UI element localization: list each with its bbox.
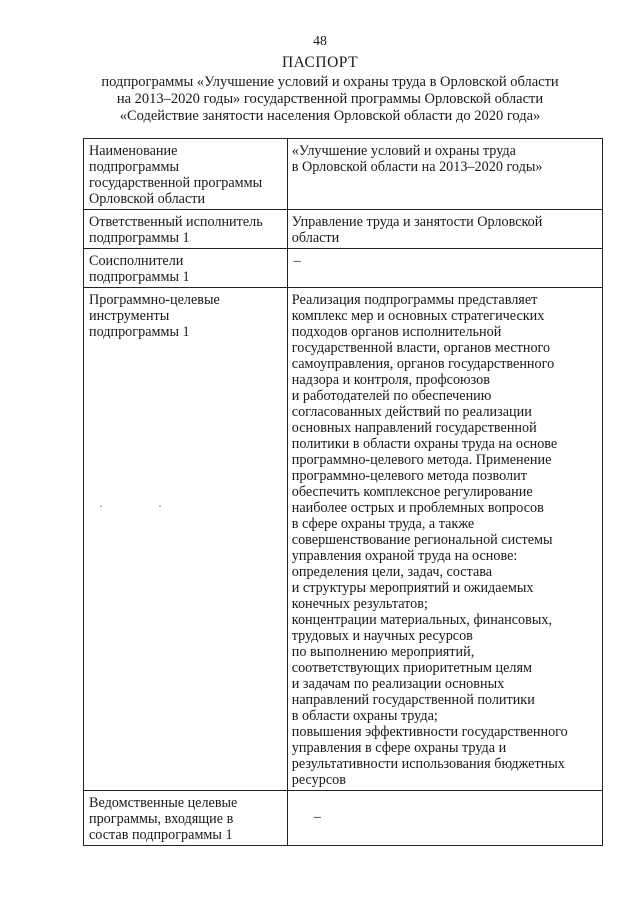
row-value-cell bbox=[287, 288, 602, 791]
label-line: Соисполнители bbox=[89, 253, 184, 269]
row-label-cell bbox=[84, 249, 288, 288]
row-value-cell bbox=[287, 791, 602, 846]
value-line: по выполнению мероприятий, bbox=[291, 644, 475, 660]
value-line: политики в области охраны труда на основе bbox=[291, 436, 558, 452]
row-label-cell bbox=[84, 139, 288, 210]
value-line: надзора и контроля, профсоюзов bbox=[291, 372, 490, 388]
row-label-cell bbox=[84, 210, 288, 249]
value-line: управления охраной труда на основе: bbox=[291, 548, 518, 564]
value-line: в сфере охраны труда, а также bbox=[291, 516, 475, 532]
value-line: в Орловской области на 2013–2020 годы» bbox=[291, 159, 543, 175]
value-line: управления в сфере охраны труда и bbox=[291, 740, 507, 756]
value-line: самоуправления, органов государственного bbox=[291, 356, 555, 372]
page-number: 48 bbox=[313, 34, 327, 49]
label-line: программы, входящие в bbox=[89, 811, 234, 827]
value-line: и структуры мероприятий и ожидаемых bbox=[291, 580, 534, 596]
value-line: Управление труда и занятости Орловской bbox=[291, 214, 543, 230]
label-line: государственной программы bbox=[89, 175, 263, 191]
passport-table bbox=[83, 138, 603, 846]
value-line: концентрации материальных, финансовых, bbox=[291, 612, 553, 628]
value-line: направлений государственной политики bbox=[291, 692, 535, 708]
document-subtitle bbox=[70, 74, 590, 125]
value-line: в области охраны труда; bbox=[291, 708, 438, 724]
value-line: – bbox=[293, 253, 301, 269]
value-line: наиболее острых и проблемных вопросов bbox=[291, 500, 544, 516]
value-line: программно-целевого метода. Применение bbox=[291, 452, 552, 468]
label-line: Орловской области bbox=[89, 191, 206, 207]
value-line: ресурсов bbox=[291, 772, 346, 788]
value-line: конечных результатов; bbox=[291, 596, 428, 612]
row-departmental-programs bbox=[84, 791, 603, 846]
value-line: согласованных действий по реализации bbox=[291, 404, 532, 420]
value-line: области bbox=[291, 230, 340, 246]
row-label-cell bbox=[84, 791, 288, 846]
value-line: трудовых и научных ресурсов bbox=[291, 628, 473, 644]
subtitle-line: подпрограммы «Улучшение условий и охраны труда в Орловской области bbox=[101, 74, 559, 90]
subtitle-line: на 2013–2020 годы» государственной программы Орловской области bbox=[116, 91, 544, 107]
label-line: состав подпрограммы 1 bbox=[89, 827, 233, 843]
label-line: подпрограммы 1 bbox=[89, 269, 190, 285]
row-label-cell bbox=[84, 288, 288, 791]
label-line: Ответственный исполнитель bbox=[89, 214, 263, 230]
value-line: и работодателей по обеспечению bbox=[291, 388, 492, 404]
value-line: основных направлений государственной bbox=[291, 420, 537, 436]
value-line: – bbox=[313, 809, 321, 825]
label-line: Программно-целевые bbox=[89, 292, 220, 308]
value-line: соответствующих приоритетным целям bbox=[291, 660, 533, 676]
value-line: определения цели, задач, состава bbox=[291, 564, 493, 580]
row-responsible bbox=[84, 210, 603, 249]
label-line: Ведомственные целевые bbox=[89, 795, 238, 811]
scan-specks: · · bbox=[99, 499, 188, 513]
value-line: совершенствование региональной системы bbox=[291, 532, 553, 548]
row-value-cell bbox=[287, 210, 602, 249]
value-line: комплекс мер и основных стратегических bbox=[291, 308, 545, 324]
value-line: повышения эффективности государственного bbox=[291, 724, 568, 740]
value-line: государственной власти, органов местного bbox=[291, 340, 551, 356]
label-line: подпрограммы 1 bbox=[89, 324, 190, 340]
label-line: подпрограммы bbox=[89, 159, 179, 175]
value-line: и задачам по реализации основных bbox=[291, 676, 505, 692]
value-line: Реализация подпрограммы представляет bbox=[291, 292, 538, 308]
value-line: «Улучшение условий и охраны труда bbox=[291, 143, 516, 159]
row-instruments bbox=[84, 288, 603, 791]
label-line: Наименование bbox=[89, 143, 178, 159]
row-value-cell bbox=[287, 139, 602, 210]
document-title: ПАСПОРТ bbox=[281, 54, 359, 71]
row-coexecutors bbox=[84, 249, 603, 288]
value-line: программно-целевого метода позволит bbox=[291, 468, 527, 484]
value-line: обеспечить комплексное регулирование bbox=[291, 484, 533, 500]
row-name bbox=[84, 139, 603, 210]
subtitle-line: «Содействие занятости населения Орловской области до 2020 года» bbox=[119, 108, 541, 124]
row-value-cell bbox=[287, 249, 602, 288]
label-line: инструменты bbox=[89, 308, 170, 324]
label-line: подпрограммы 1 bbox=[89, 230, 190, 246]
value-line: результативности использования бюджетных bbox=[291, 756, 565, 772]
value-line: подходов органов исполнительной bbox=[291, 324, 502, 340]
